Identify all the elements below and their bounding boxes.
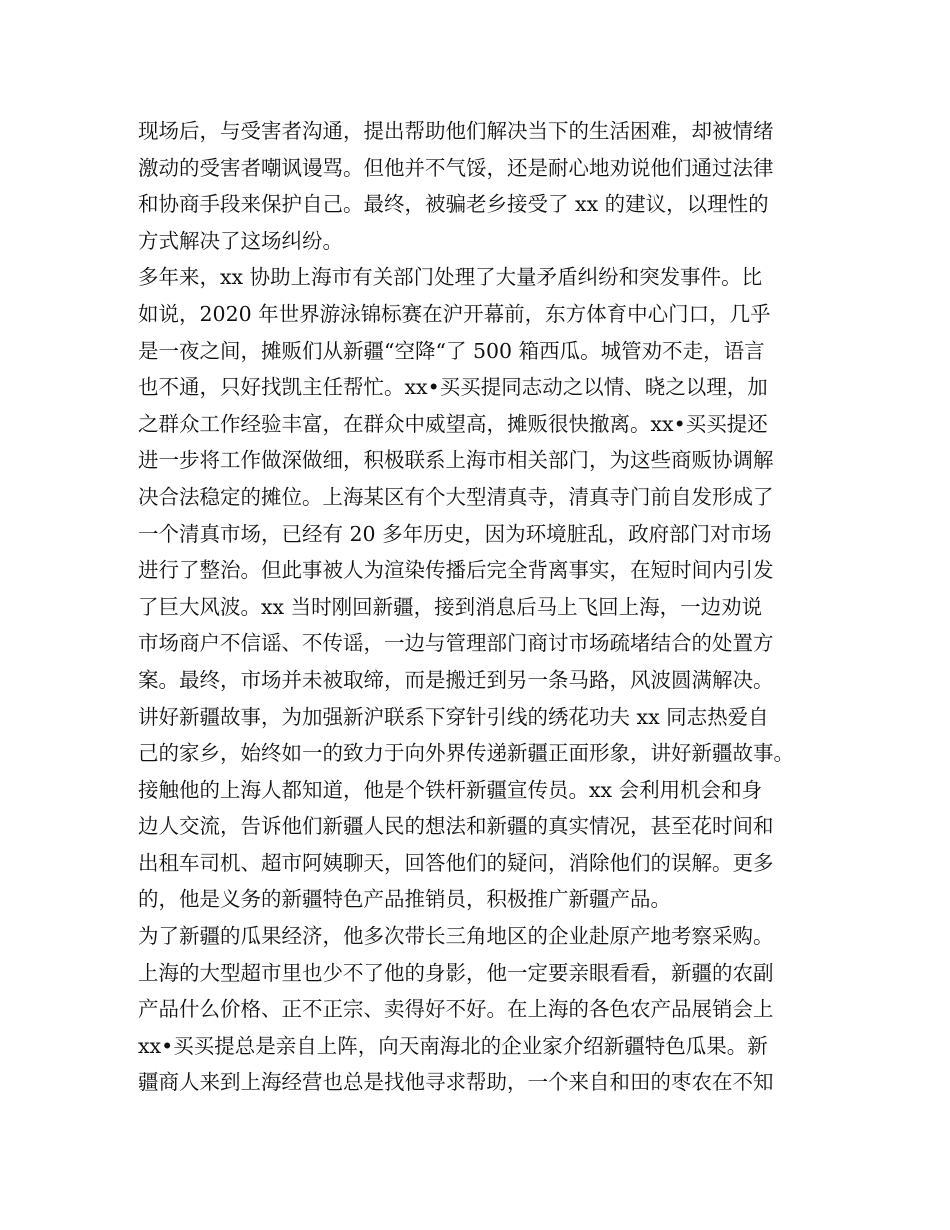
text-line: 激动的受害者嘲讽谩骂。但他并不气馁，还是耐心地劝说他们通过法律 xyxy=(138,155,774,180)
text-line: 进行了整治。但此事被人为渲染传播后完全背离事实，在短时间内引发 xyxy=(138,558,774,583)
text-line: 方式解决了这场纠纷。 xyxy=(138,228,343,253)
text-line: 上海的大型超市里也少不了他的身影，他一定要亲眼看看，新疆的农副 xyxy=(138,960,774,985)
text-line: 决合法稳定的摊位。上海某区有个大型清真寺，清真寺门前自发形成了 xyxy=(138,484,774,509)
text-line: 市场商户不信谣、不传谣，一边与管理部门商讨市场疏堵结合的处置方 xyxy=(138,631,774,656)
text-line: 如说，2020 年世界游泳锦标赛在沪开幕前，东方体育中心门口，几乎 xyxy=(138,301,771,326)
text-line: 疆商人来到上海经营也总是找他寻求帮助，一个来自和田的枣农在不知 xyxy=(138,1070,774,1095)
text-line: 现场后，与受害者沟通，提出帮助他们解决当下的生活困难，却被情绪 xyxy=(138,119,774,143)
text-line: 为了新疆的瓜果经济，他多次带长三角地区的企业赴原产地考察采购。 xyxy=(138,924,774,949)
text-line: 边人交流，告诉他们新疆人民的想法和新疆的真实情况，甚至花时间和 xyxy=(138,814,774,839)
text-line: 进一步将工作做深做细，积极联系上海市相关部门，为这些商贩协调解 xyxy=(138,448,774,473)
text-line: 之群众工作经验丰富，在群众中威望高，摊贩很快撤离。xx•买买提还 xyxy=(138,411,768,436)
text-line: 案。最终，市场并未被取缔，而是搬迁到另一条马路，风波圆满解决。 xyxy=(138,667,774,692)
text-line: 也不通，只好找凯主任帮忙。xx•买买提同志动之以情、晓之以理，加 xyxy=(138,375,768,400)
text-line: 了巨大风波。xx 当时刚回新疆，接到消息后马上飞回上海，一边劝说 xyxy=(138,594,763,619)
text-line: xx•买买提总是亲自上阵，向天南海北的企业家介绍新疆特色瓜果。新 xyxy=(138,1033,768,1058)
text-line: 多年来，xx 协助上海市有关部门处理了大量矛盾纠纷和突发事件。比 xyxy=(138,265,763,290)
text-line: 己的家乡，始终如一的致力于向外界传递新疆正面形象，讲好新疆故事。 xyxy=(138,741,794,766)
text-line: 和协商手段来保护自己。最终，被骗老乡接受了 xx 的建议，以理性的 xyxy=(138,192,769,217)
text-line: 一个清真市场，已经有 20 多年历史，因为环境脏乱，政府部门对市场 xyxy=(138,521,772,546)
text-line: 接触他的上海人都知道，他是个铁杆新疆宣传员。xx 会利用机会和身 xyxy=(138,777,763,802)
text-line: 的，他是义务的新疆特色产品推销员，积极推广新疆产品。 xyxy=(138,887,671,912)
text-line: 是一夜之间，摊贩们从新疆“空降“了 500 箱西瓜。城管劝不走，语言 xyxy=(138,338,765,363)
body-text xyxy=(138,113,838,1101)
text-line: 产品什么价格、正不正宗、卖得好不好。在上海的各色农产品展销会上 xyxy=(138,997,774,1022)
text-line: 出租车司机、超市阿姨聊天，回答他们的疑问，消除他们的误解。更多 xyxy=(138,850,774,875)
text-line: 讲好新疆故事，为加强新沪联系下穿针引线的绣花功夫 xx 同志热爱自 xyxy=(138,704,769,729)
